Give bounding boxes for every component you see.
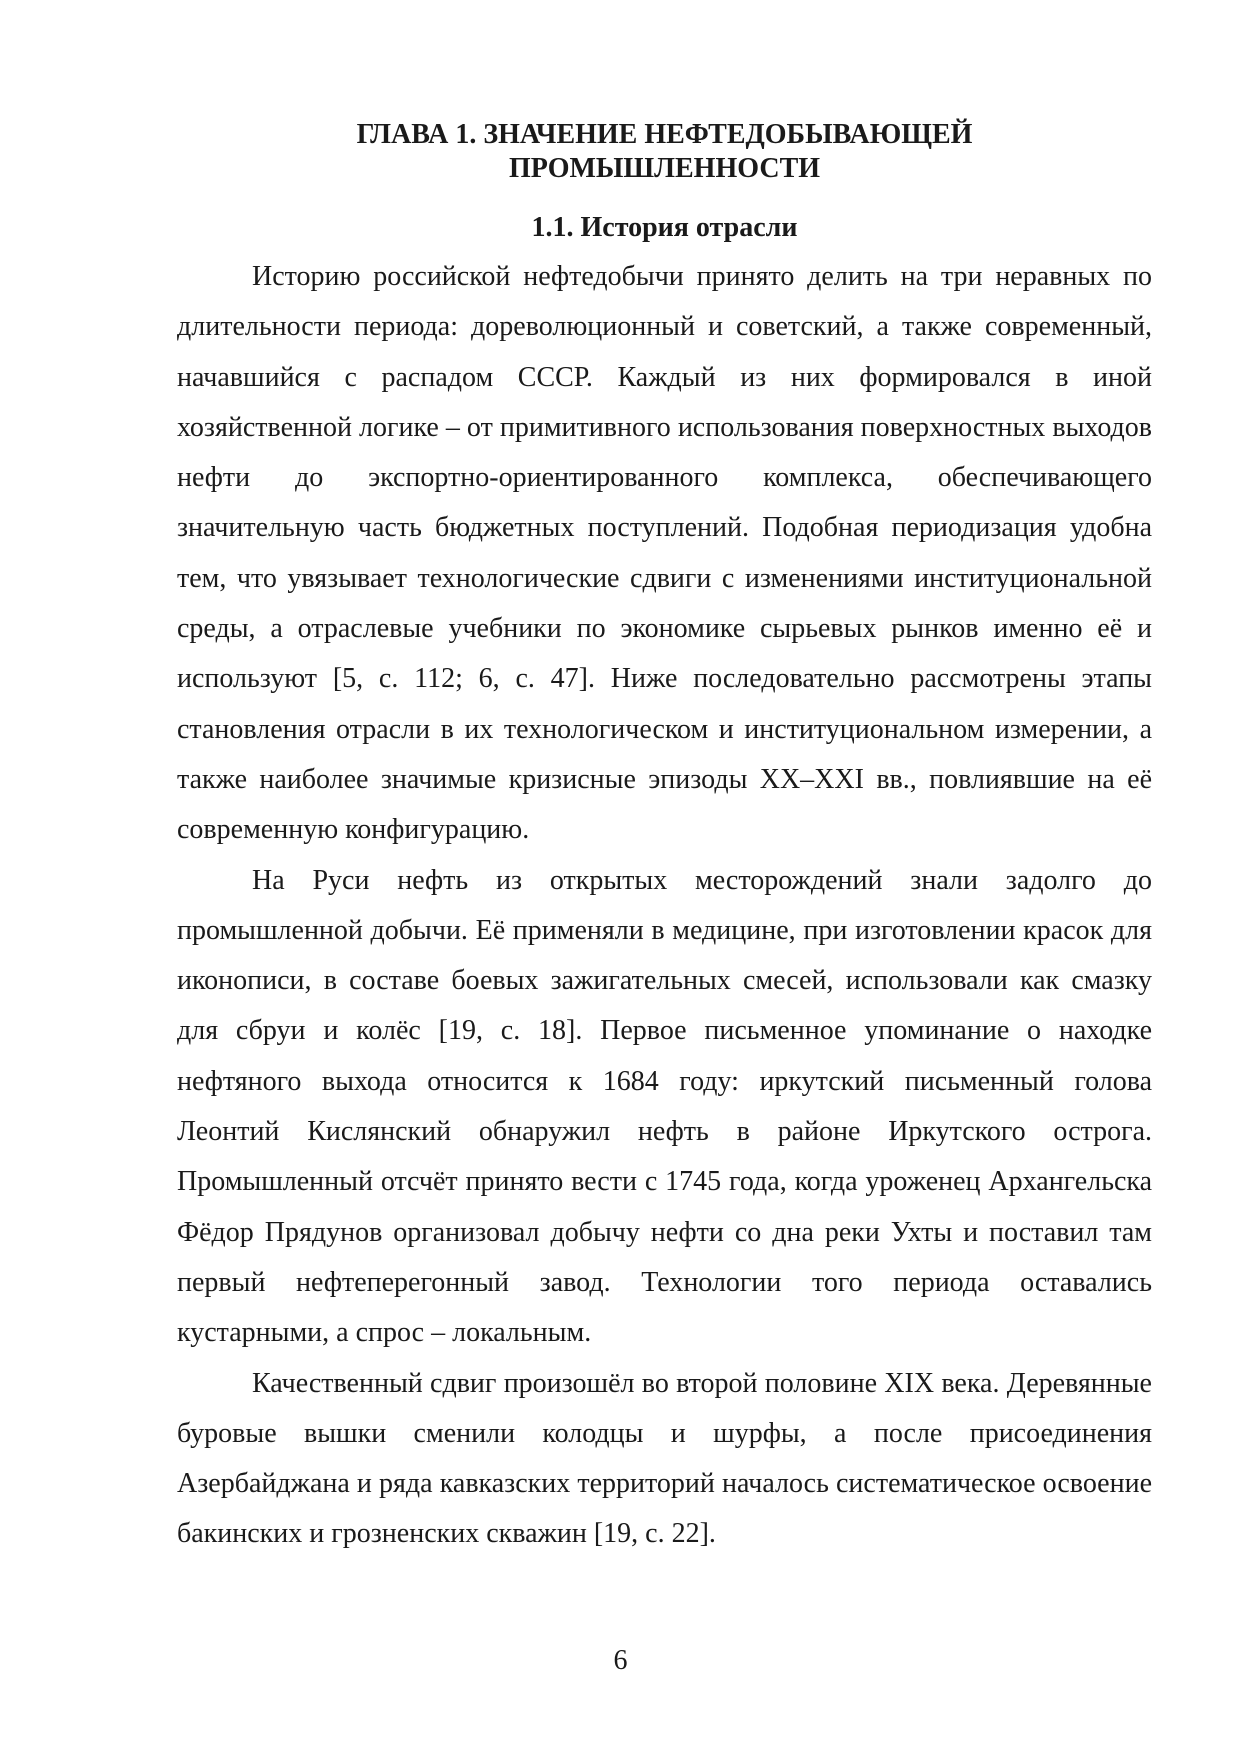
page-number: 6 xyxy=(613,1645,628,1676)
chapter-title-line-1: ГЛАВА 1. ЗНАЧЕНИЕ НЕФТЕДОБЫВАЮЩЕЙ xyxy=(356,119,973,150)
paragraph-2: На Руси нефть из открытых месторождений знали задолго до промышленной добычи. Её применяли в медицине, при изготовлении красок для иконописи, в составе боевых зажигательных смесей, использовали как смазку для сбруи и колёс [19, с. 18]. Первое письменное упоминание о находке нефтяного выхода относится к 1684 году: иркутский письменный голова Леонтий Кислянский обнаружил нефть в районе Иркутского острога. Промышленный отсчёт принято вести с 1745 года, когда уроженец Архангельска Фёдор Прядунов организовал добычу нефти со дна реки Ухты и поставил там первый нефтеперегонный завод. Технологии того периода оставались кустарными, а спрос – локальным. xyxy=(177,864,1152,1349)
section-title: 1.1. История отрасли xyxy=(531,212,798,243)
paragraph-1: Историю российской нефтедобычи принято делить на три неравных по длительности периода: дореволюционный и советский, а также современный, начавшийся с распадом СССР. Каждый из них формировался в иной хозяйственной логике – от примитивного использования поверхностных выходов нефти до экспортно-ориентированного комплекса, обеспечивающего значительную часть бюджетных поступлений. Подобная периодизация удобна тем, что увязывает технологические сдвиги с изменениями институциональной среды, а отраслевые учебники по экономике сырьевых рынков именно её и используют [5, с. 112; 6, с. 47]. Ниже последовательно рассмотрены этапы становления отрасли в их технологическом и институциональном измерении, а также наиболее значимые кризисные эпизоды XX–XXI вв., повлиявшие на её современную конфигурацию. xyxy=(177,261,1152,846)
chapter-title xyxy=(177,118,1152,186)
paragraph-3: Качественный сдвиг произошёл во второй половине XIX века. Деревянные буровые вышки сменили колодцы и шурфы, а после присоединения Азербайджана и ряда кавказских территорий началось систематическое освоение бакинских и грозненских скважин [19, с. 22]. xyxy=(177,1367,1152,1550)
chapter-title-line-2: ПРОМЫШЛЕННОСТИ xyxy=(508,153,821,184)
document-body xyxy=(177,252,1152,1560)
